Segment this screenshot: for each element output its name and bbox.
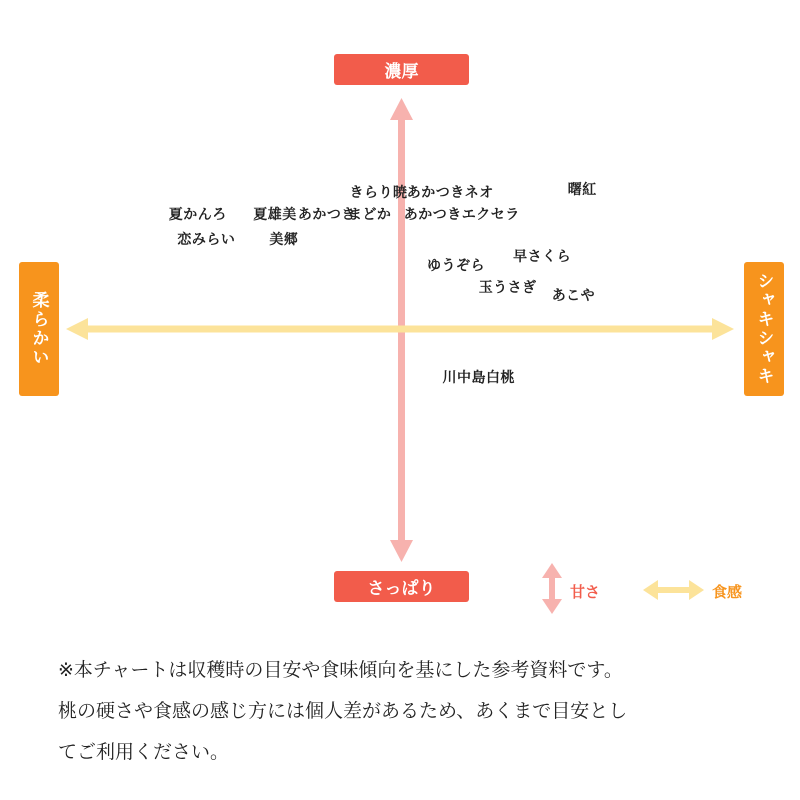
horizontal-axis-arrow-left [66, 318, 88, 340]
axis-label-left: 柔らかい [19, 262, 59, 396]
variety-label: 夏かんろ [168, 207, 227, 224]
variety-label: あかつきエクセラ [403, 207, 520, 224]
variety-label: きらり暁 [349, 184, 408, 201]
vertical-axis-arrow-down [390, 540, 413, 562]
axis-label-top: 濃厚 [334, 54, 469, 85]
variety-label: まどか [347, 207, 392, 224]
axis-label-bottom: さっぱり [334, 571, 469, 602]
variety-label: ゆうぞら [427, 257, 486, 274]
disclaimer-note [58, 650, 788, 773]
legend-sweetness-icon [542, 563, 562, 614]
variety-label: 玉うさぎ [478, 280, 537, 296]
variety-label: 早さくら [513, 249, 572, 266]
variety-label: 川中島白桃 [442, 369, 515, 386]
legend-sweetness-label: 甘さ [570, 583, 601, 601]
variety-label: あかつきネオ [406, 184, 494, 201]
variety-label: 夏雄美 [253, 207, 297, 224]
legend-texture-label: 食感 [712, 583, 743, 601]
variety-label: 恋みらい [177, 232, 236, 249]
variety-label: あこや [551, 288, 596, 305]
axis-label-right: シャキシャキ [744, 262, 784, 396]
horizontal-axis-arrow-right [712, 318, 734, 340]
variety-label: 曙紅 [567, 182, 597, 198]
note-line-2: 桃の硬さや食感の感じ方には個人差があるため、あくまで目安とし [58, 700, 628, 722]
note-line-1: ※本チャートは収穫時の目安や食味傾向を基にした参考資料です。 [58, 659, 623, 681]
variety-label: 美郷 [269, 232, 299, 249]
legend-texture-icon [643, 580, 704, 600]
variety-label: あかつき [297, 207, 356, 224]
vertical-axis-arrow-up [390, 98, 413, 120]
note-line-3: てご利用ください。 [58, 741, 230, 763]
